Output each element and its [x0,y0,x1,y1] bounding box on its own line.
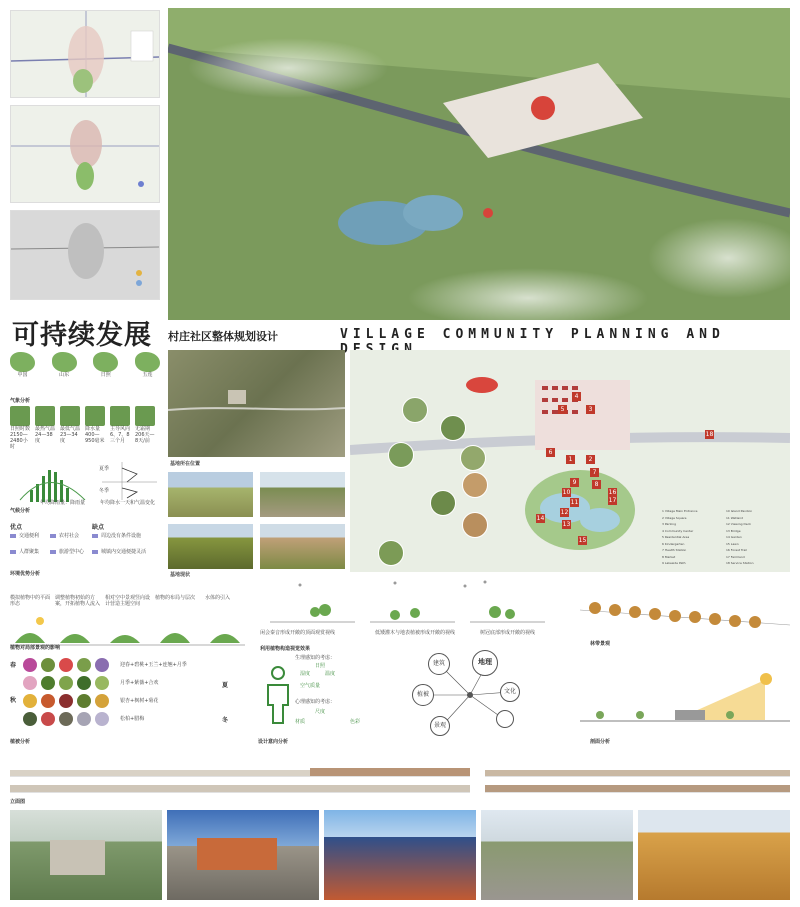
wind-icon [110,406,130,426]
pros-title: 优点 [10,524,23,531]
callout-photo [402,397,428,423]
plan-marker[interactable]: 5 [558,405,567,414]
sightline-caption: 利用植物构造视觉效果 [260,646,311,652]
plan-marker[interactable]: 14 [536,515,545,522]
legend-item: 13 Bridge [726,528,741,533]
perception-word: 色彩 [350,719,361,725]
plan-marker[interactable]: 1 [566,455,575,464]
location-wulian [135,352,160,392]
render-solar-roofs [324,810,476,900]
climate-cell [85,406,106,450]
perception-word: 空气质量 [300,683,321,689]
thermometer-cold-icon [60,406,80,426]
aerial-render-graphic [168,8,790,320]
legend-item: 1 Village Main Entrance [662,509,698,513]
legend-item: 5 Residential Area [662,535,690,540]
plan-marker[interactable]: 3 [586,405,595,414]
con-text: 城镇内交通便捷灵活 [101,549,147,555]
satellite-photo-graphic [168,350,345,457]
legend-item: 9 Lakeside Path [662,561,686,566]
frost-icon [135,406,155,426]
subtitle: 村庄社区整体规划设计 [168,330,278,343]
plan-marker[interactable]: 10 [562,489,571,496]
site-photo-4 [260,524,345,569]
sun-section [580,665,790,735]
perception-word: 日照 [315,663,326,669]
climate-cell [60,406,81,450]
bubble-diagram [410,650,530,740]
step-label: 植物的布局与层次 [155,595,196,601]
location-rizhao [93,352,118,392]
perception-word: 材质 [295,719,306,725]
elevation-left [10,760,470,795]
plant-analysis-caption: 植被分析 [10,739,31,745]
callout-photo [440,415,466,441]
elevation-right [485,760,790,795]
climate-text: 最热气温24—38度 [35,426,56,444]
sightline-text: 树冠底部形成开敞的视线 [480,630,536,636]
cons-title: 缺点 [92,524,105,531]
plan-marker[interactable]: 18 [705,431,714,438]
road-icon [92,550,98,554]
temperature-chart [10,460,88,505]
callout-photo [430,490,456,516]
plan-marker[interactable]: 17 [608,497,617,504]
pro-item [10,533,39,539]
bubble-landscape: 景观 [430,716,450,736]
thermometer-hot-icon [35,406,55,426]
plan-marker[interactable]: 9 [570,478,579,487]
plant-row-text: 月季+紫薇+合欢 [120,680,159,686]
legend-item: 11 Wetland [726,515,744,520]
wulian-map-icon [135,352,160,372]
season-spring: 春 [10,662,17,669]
plan-marker[interactable]: 6 [546,448,555,457]
english-title: VILLAGE COMMUNITY PLANNING AND [340,327,725,342]
pro-item [50,549,84,555]
bubble-geography: 地理 [472,650,498,676]
climate-text: 降水量400—950毫米 [85,426,105,444]
climate-text: 日照时数2150—2480小时 [10,426,31,450]
legend-item: 17 Farmland [726,554,745,559]
crowd-icon [10,550,16,554]
climate-chart-caption: 年均降雨量：降雨量 [40,500,86,506]
step-label: 水体的引入 [205,595,231,601]
season-summer: 夏季 [99,466,110,472]
legend-item: 8 Market [662,554,676,559]
bubble-vegetation: 植被 [412,684,434,706]
render-pavilion [10,810,162,900]
climate-grid [10,406,160,450]
location-strip [10,352,160,392]
climate-text: 无霜期206天—8天/前 [135,426,155,444]
context-map-3 [10,210,160,300]
pro-item [50,533,79,539]
plan-marker[interactable]: 16 [608,489,617,496]
sightline-text: 低矮灌木与地表植被形成开敞的视线 [375,630,456,636]
perception-diagram [255,655,395,735]
wind-chart [97,460,160,505]
temperature-chart-graphic [10,460,88,505]
tree-belt-graphic [580,590,790,635]
season-winter: 冬季 [99,488,110,494]
render-wheat-field [638,810,790,900]
render-street [167,810,319,900]
callout-photo [462,512,488,538]
plan-marker[interactable]: 2 [586,455,595,464]
plan-marker[interactable]: 12 [560,509,569,516]
location-china [10,352,35,392]
sun-section-graphic [580,665,790,735]
context-map-3-graphic [11,211,160,300]
climate-text: 最低气温23—34度 [60,426,81,444]
rizhao-map-icon [93,352,118,372]
plan-marker[interactable]: 15 [578,537,587,544]
plan-marker[interactable]: 11 [570,499,579,506]
location-label: 中国 [17,372,28,378]
facility-icon [92,534,98,538]
location-caption: 基地所在位置 [170,461,201,467]
pro-text: 人群聚集 [19,549,40,555]
plant-row-text: 迎春+碧桃+玉兰+连翘+月季 [120,662,187,668]
legend-item: 4 Community Center [662,528,694,533]
render-plaza [481,810,633,900]
climate-heading: 气象分析 [10,398,31,404]
village-icon [50,534,56,538]
pro-text: 旅游型中心 [59,549,85,555]
legend-item: 15 Lawn [726,541,739,546]
plan-marker[interactable]: 13 [562,521,571,528]
aerial-render [168,8,790,320]
location-label: 五莲 [142,372,153,378]
step-label: 模拟植物中的平面形态 [10,595,51,607]
plant-row-text: 松柏+腊梅 [120,716,145,722]
con-item [92,549,146,555]
step-label: 相对空中景观竖向设计营造主题空间 [105,595,151,607]
climate-cell [10,406,31,450]
climate-text: 主导风向6、7、8三个月 [110,426,131,444]
climate-cell [35,406,56,450]
perception-caption: 设计意向分析 [258,739,289,745]
location-label: 日照 [100,372,111,378]
plan-legend [662,510,786,568]
china-map-icon [10,352,35,372]
legend-item: 16 Forest Trail [726,548,748,553]
perception-word: 湿度 [300,671,311,677]
pros-cons-heading: 环境优势分析 [10,571,41,577]
master-plan [350,350,790,572]
bubble-architecture: 建筑 [428,653,450,675]
elevation-caption: 立面图 [10,799,26,805]
plan-marker[interactable]: 7 [590,468,599,477]
legend-item: 6 Kindergarten [662,541,685,546]
pro-text: 交通便利 [19,533,40,539]
legend-item: 2 Village Square [662,515,687,520]
context-map-2 [10,105,160,203]
tourism-icon [50,550,56,554]
legend-item: 12 Viewing Deck [726,522,752,527]
perception-right-title: 心理感知的考虑： [295,699,336,705]
perception-left-title: 生理感知的考虑： [295,655,336,661]
callout-photo [460,445,486,471]
main-title: 可持续发展 [12,320,152,351]
elevation-left-graphic [10,760,470,795]
context-map-2-graphic [11,106,160,203]
location-shandong [52,352,77,392]
rain-icon [85,406,105,426]
pro-item [10,549,39,555]
person-icon [263,665,293,725]
con-text: 周边没有条件设施 [101,533,142,539]
context-map-1-graphic [11,11,160,98]
callout-photo [388,442,414,468]
plant-row-text: 银杏+枫树+菊花 [120,698,159,704]
step-label: 调整植物初始的方案，开拓植物人流入 [55,595,101,607]
tree-belt-caption: 林带景观 [590,641,611,647]
sun-section-caption: 剖面分析 [590,739,611,745]
site-photo-3 [168,524,253,569]
perception-word: 温度 [325,671,336,677]
callout-photo [378,540,404,566]
legend-item: 7 Health Station [662,548,687,553]
planting-steps-caption: 植物对局部景观的影响 [10,645,61,651]
site-photo-2 [260,472,345,517]
season-autumn: 秋 [10,697,17,704]
legend-item: 3 Parking [662,522,676,527]
climate-cell [135,406,156,450]
shandong-map-icon [52,352,77,372]
legend-item: 10 Island Pavilion [726,509,753,513]
context-map-1 [10,10,160,98]
location-label: 山东 [59,372,70,378]
plant-analysis [10,655,230,740]
tree-belt [580,590,790,635]
perception-word: 尺度 [315,709,326,715]
season-summer: 夏 [222,682,229,689]
bubble-extra [496,710,514,728]
photos-caption: 基地现状 [170,572,191,578]
season-winter: 冬 [222,717,229,724]
legend-item: 18 Service Station [726,561,754,566]
pro-text: 农村社会 [59,533,80,539]
pros-cons [10,522,160,570]
climate-chart-heading: 气候分析 [10,508,31,514]
site-photo-1 [168,472,253,517]
callout-photo [462,472,488,498]
climate-cell [110,406,131,450]
legend-item: 14 Garden [726,535,742,540]
satellite-photo [168,350,345,457]
elevation-right-graphic [485,760,790,795]
wind-caption: 年均降水一天和气温变化 [100,500,156,506]
con-item [92,533,141,539]
bubble-culture: 文化 [500,682,520,702]
transport-icon [10,534,16,538]
plan-marker[interactable]: 4 [572,392,581,401]
sun-icon [10,406,30,426]
sightline-text: 闲会秦音形成开敞的顶面观赏视线 [260,630,336,636]
plan-marker[interactable]: 8 [592,480,601,489]
sightline-diagram [255,580,555,650]
sightline-graphic [255,580,555,635]
